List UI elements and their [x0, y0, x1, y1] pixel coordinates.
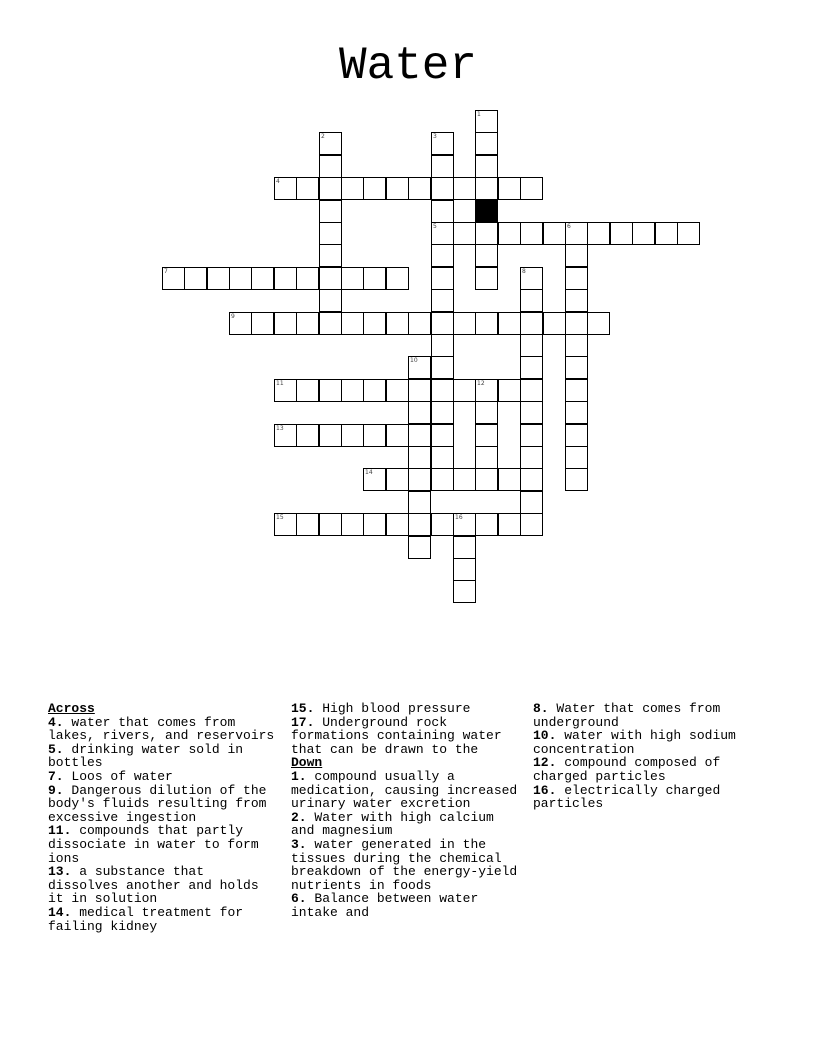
grid-cell[interactable] — [229, 312, 252, 335]
grid-cell[interactable] — [520, 289, 543, 312]
grid-cell[interactable] — [520, 513, 543, 536]
grid-cell[interactable] — [431, 446, 454, 469]
grid-cell[interactable] — [363, 177, 386, 200]
clue-number-label: 3 — [433, 133, 437, 140]
clue-number-label: 7 — [164, 268, 168, 275]
grid-cell[interactable] — [453, 468, 476, 491]
grid-cell[interactable] — [431, 132, 454, 155]
clue-number-label: 14 — [365, 469, 373, 476]
grid-cell[interactable] — [498, 177, 521, 200]
grid-cell[interactable] — [431, 155, 454, 178]
grid-cell[interactable] — [319, 132, 342, 155]
grid-cell[interactable] — [498, 312, 521, 335]
grid-cell[interactable] — [408, 468, 431, 491]
grid-cell[interactable] — [274, 267, 297, 290]
clue-across-9: 9. Dangerous dilution of the body's fluids resulting from excessive ingestion — [48, 782, 267, 825]
grid-cell[interactable] — [363, 379, 386, 402]
grid-cell[interactable] — [431, 267, 454, 290]
clue-number-label: 10 — [410, 357, 418, 364]
grid-cell[interactable] — [475, 155, 498, 178]
clue-number-label: 2 — [321, 133, 325, 140]
grid-cell[interactable] — [296, 177, 319, 200]
grid-cell[interactable] — [229, 267, 252, 290]
clue-down-6: 6. Balance between water intake and — [291, 891, 479, 920]
grid-cell[interactable] — [475, 132, 498, 155]
clue-number-label: 11 — [276, 380, 284, 387]
grid-cell[interactable] — [207, 267, 230, 290]
grid-cell[interactable] — [319, 155, 342, 178]
grid-cell[interactable] — [431, 356, 454, 379]
grid-cell[interactable] — [408, 513, 431, 536]
clue-number-label: 13 — [276, 425, 284, 432]
grid-cell[interactable] — [520, 446, 543, 469]
grid-cell[interactable] — [520, 356, 543, 379]
clue-number-label: 12 — [477, 380, 485, 387]
grid-cell[interactable] — [475, 222, 498, 245]
grid-cell[interactable] — [453, 312, 476, 335]
grid-cell[interactable] — [475, 110, 498, 133]
clue-number-label: 15 — [276, 514, 284, 521]
grid-cell[interactable] — [274, 379, 297, 402]
grid-cell[interactable] — [453, 513, 476, 536]
across-heading: Across — [48, 701, 95, 716]
grid-cell[interactable] — [655, 222, 678, 245]
clues-column-1 — [48, 702, 282, 933]
grid-cell[interactable] — [408, 379, 431, 402]
grid-cell[interactable] — [319, 200, 342, 223]
clue-down-3: 3. water generated in the tissues during the chemical breakdown of the energy-yield nutrients in foods — [291, 836, 518, 893]
grid-cell[interactable] — [408, 446, 431, 469]
grid-cell[interactable] — [184, 267, 207, 290]
clue-across-11: 11. compounds that partly dissociate in water to form ions — [48, 823, 259, 866]
clue-down-16: 16. electrically charged particles — [533, 782, 721, 812]
grid-cell[interactable] — [319, 289, 342, 312]
grid-cell[interactable] — [408, 356, 431, 379]
clues-column-2 — [291, 702, 525, 920]
clue-down-1: 1. compound usually a medication, causing increased urinary water excretion — [291, 768, 518, 812]
grid-cell[interactable] — [565, 289, 588, 312]
grid-cell[interactable] — [475, 513, 498, 536]
grid-cell[interactable] — [386, 468, 409, 491]
grid-cell[interactable] — [363, 513, 386, 536]
grid-cell[interactable] — [431, 222, 454, 245]
grid-cell[interactable] — [565, 401, 588, 424]
clue-across-17: 17. Underground rock formations containing water that can be drawn to the — [291, 714, 502, 757]
grid-cell[interactable] — [475, 446, 498, 469]
grid-cell[interactable] — [498, 222, 521, 245]
grid-cell[interactable] — [296, 312, 319, 335]
grid-cell[interactable] — [520, 222, 543, 245]
grid-cell[interactable] — [520, 468, 543, 491]
grid-cell[interactable] — [319, 312, 342, 335]
grid-cell[interactable] — [565, 267, 588, 290]
grid-cell[interactable] — [475, 312, 498, 335]
grid-cell[interactable] — [319, 424, 342, 447]
clue-across-7: 7. Loos of water — [48, 768, 173, 784]
grid-cell[interactable] — [274, 424, 297, 447]
grid-cell[interactable] — [587, 312, 610, 335]
grid-cell[interactable] — [453, 580, 476, 603]
grid-cell[interactable] — [386, 513, 409, 536]
grid-cell[interactable] — [296, 379, 319, 402]
grid-cell[interactable] — [386, 424, 409, 447]
clue-down-8: 8. Water that comes from underground — [533, 701, 721, 730]
grid-cell[interactable] — [408, 491, 431, 514]
grid-cell[interactable] — [408, 177, 431, 200]
grid-cell[interactable] — [565, 312, 588, 335]
grid-cell[interactable] — [431, 244, 454, 267]
grid-cell[interactable] — [274, 312, 297, 335]
clue-number-label: 16 — [455, 514, 463, 521]
grid-cell[interactable] — [431, 401, 454, 424]
grid-cell[interactable] — [386, 379, 409, 402]
grid-cell[interactable] — [565, 424, 588, 447]
grid-cell[interactable] — [453, 536, 476, 559]
clues-column-3 — [533, 702, 767, 811]
grid-cell[interactable] — [453, 558, 476, 581]
grid-cell[interactable] — [565, 356, 588, 379]
grid-cell[interactable] — [296, 424, 319, 447]
grid-cell[interactable] — [162, 267, 185, 290]
grid-cell[interactable] — [408, 312, 431, 335]
grid-cell[interactable] — [632, 222, 655, 245]
grid-cell[interactable] — [341, 177, 364, 200]
down-heading: Down — [291, 755, 323, 771]
grid-cell[interactable] — [453, 379, 476, 402]
grid-cell[interactable] — [520, 177, 543, 200]
puzzle-title: Water — [338, 40, 478, 92]
grid-cell[interactable] — [565, 468, 588, 491]
grid-cell[interactable] — [363, 468, 386, 491]
grid-cell[interactable] — [319, 222, 342, 245]
grid-cell[interactable] — [677, 222, 700, 245]
grid-cell[interactable] — [274, 177, 297, 200]
grid-cell[interactable] — [565, 222, 588, 245]
grid-cell[interactable] — [341, 312, 364, 335]
clue-across-14: 14. medical treatment for failing kidney — [48, 904, 244, 934]
grid-cell[interactable] — [520, 424, 543, 447]
grid-cell[interactable] — [475, 244, 498, 267]
clue-across-5: 5. drinking water sold in bottles — [48, 741, 244, 771]
grid-cell[interactable] — [431, 289, 454, 312]
grid-cell[interactable] — [431, 468, 454, 491]
grid-cell[interactable] — [431, 424, 454, 447]
clue-number-label: 8 — [522, 268, 526, 275]
grid-cell[interactable] — [296, 513, 319, 536]
clue-across-4: 4. water that comes from lakes, rivers, and reservoirs — [48, 714, 275, 744]
clue-down-10: 10. water with high sodium concentration — [533, 728, 736, 757]
grid-block-cell — [475, 200, 498, 223]
grid-cell[interactable] — [520, 379, 543, 402]
clue-across-15: 15. High blood pressure — [291, 701, 471, 716]
grid-cell[interactable] — [251, 312, 274, 335]
grid-cell[interactable] — [453, 177, 476, 200]
grid-cell[interactable] — [498, 468, 521, 491]
grid-cell[interactable] — [498, 379, 521, 402]
grid-cell[interactable] — [363, 424, 386, 447]
grid-cell[interactable] — [431, 334, 454, 357]
grid-cell[interactable] — [274, 513, 297, 536]
grid-cell[interactable] — [565, 379, 588, 402]
grid-cell[interactable] — [251, 267, 274, 290]
grid-cell[interactable] — [319, 379, 342, 402]
grid-cell[interactable] — [341, 513, 364, 536]
grid-cell[interactable] — [475, 379, 498, 402]
grid-cell[interactable] — [408, 424, 431, 447]
clue-number-label: 5 — [433, 223, 437, 230]
grid-cell[interactable] — [431, 200, 454, 223]
grid-cell[interactable] — [341, 424, 364, 447]
grid-cell[interactable] — [520, 267, 543, 290]
grid-cell[interactable] — [520, 312, 543, 335]
grid-cell[interactable] — [319, 244, 342, 267]
grid-cell[interactable] — [431, 312, 454, 335]
clue-number-label: 4 — [276, 178, 280, 185]
grid-cell[interactable] — [520, 401, 543, 424]
grid-cell[interactable] — [431, 379, 454, 402]
grid-cell[interactable] — [363, 312, 386, 335]
grid-cell[interactable] — [341, 379, 364, 402]
clue-across-13: 13. a substance that dissolves another and holds it in solution — [48, 864, 259, 907]
clue-down-2: 2. Water with high calcium and magnesium — [291, 809, 494, 839]
grid-cell[interactable] — [587, 222, 610, 245]
grid-cell[interactable] — [520, 491, 543, 514]
clue-down-12: 12. compound composed of charged particles — [533, 755, 721, 784]
grid-cell[interactable] — [498, 513, 521, 536]
grid-cell[interactable] — [296, 267, 319, 290]
grid-cell[interactable] — [475, 401, 498, 424]
grid-cell[interactable] — [319, 267, 342, 290]
grid-cell[interactable] — [386, 267, 409, 290]
grid-cell[interactable] — [386, 177, 409, 200]
grid-cell[interactable] — [543, 312, 566, 335]
grid-cell[interactable] — [408, 536, 431, 559]
grid-cell[interactable] — [319, 513, 342, 536]
grid-cell[interactable] — [431, 513, 454, 536]
grid-cell[interactable] — [520, 334, 543, 357]
grid-cell[interactable] — [431, 177, 454, 200]
grid-cell[interactable] — [319, 177, 342, 200]
grid-cell[interactable] — [565, 244, 588, 267]
grid-cell[interactable] — [475, 177, 498, 200]
grid-cell[interactable] — [453, 222, 476, 245]
grid-cell[interactable] — [565, 446, 588, 469]
clue-number-label: 1 — [477, 111, 481, 118]
grid-cell[interactable] — [475, 468, 498, 491]
grid-cell[interactable] — [475, 424, 498, 447]
grid-cell[interactable] — [363, 267, 386, 290]
grid-cell[interactable] — [543, 222, 566, 245]
grid-cell[interactable] — [386, 312, 409, 335]
grid-cell[interactable] — [565, 334, 588, 357]
clue-number-label: 9 — [231, 313, 235, 320]
grid-cell[interactable] — [610, 222, 633, 245]
grid-cell[interactable] — [341, 267, 364, 290]
grid-cell[interactable] — [408, 401, 431, 424]
grid-cell[interactable] — [475, 267, 498, 290]
clue-number-label: 6 — [567, 223, 571, 230]
